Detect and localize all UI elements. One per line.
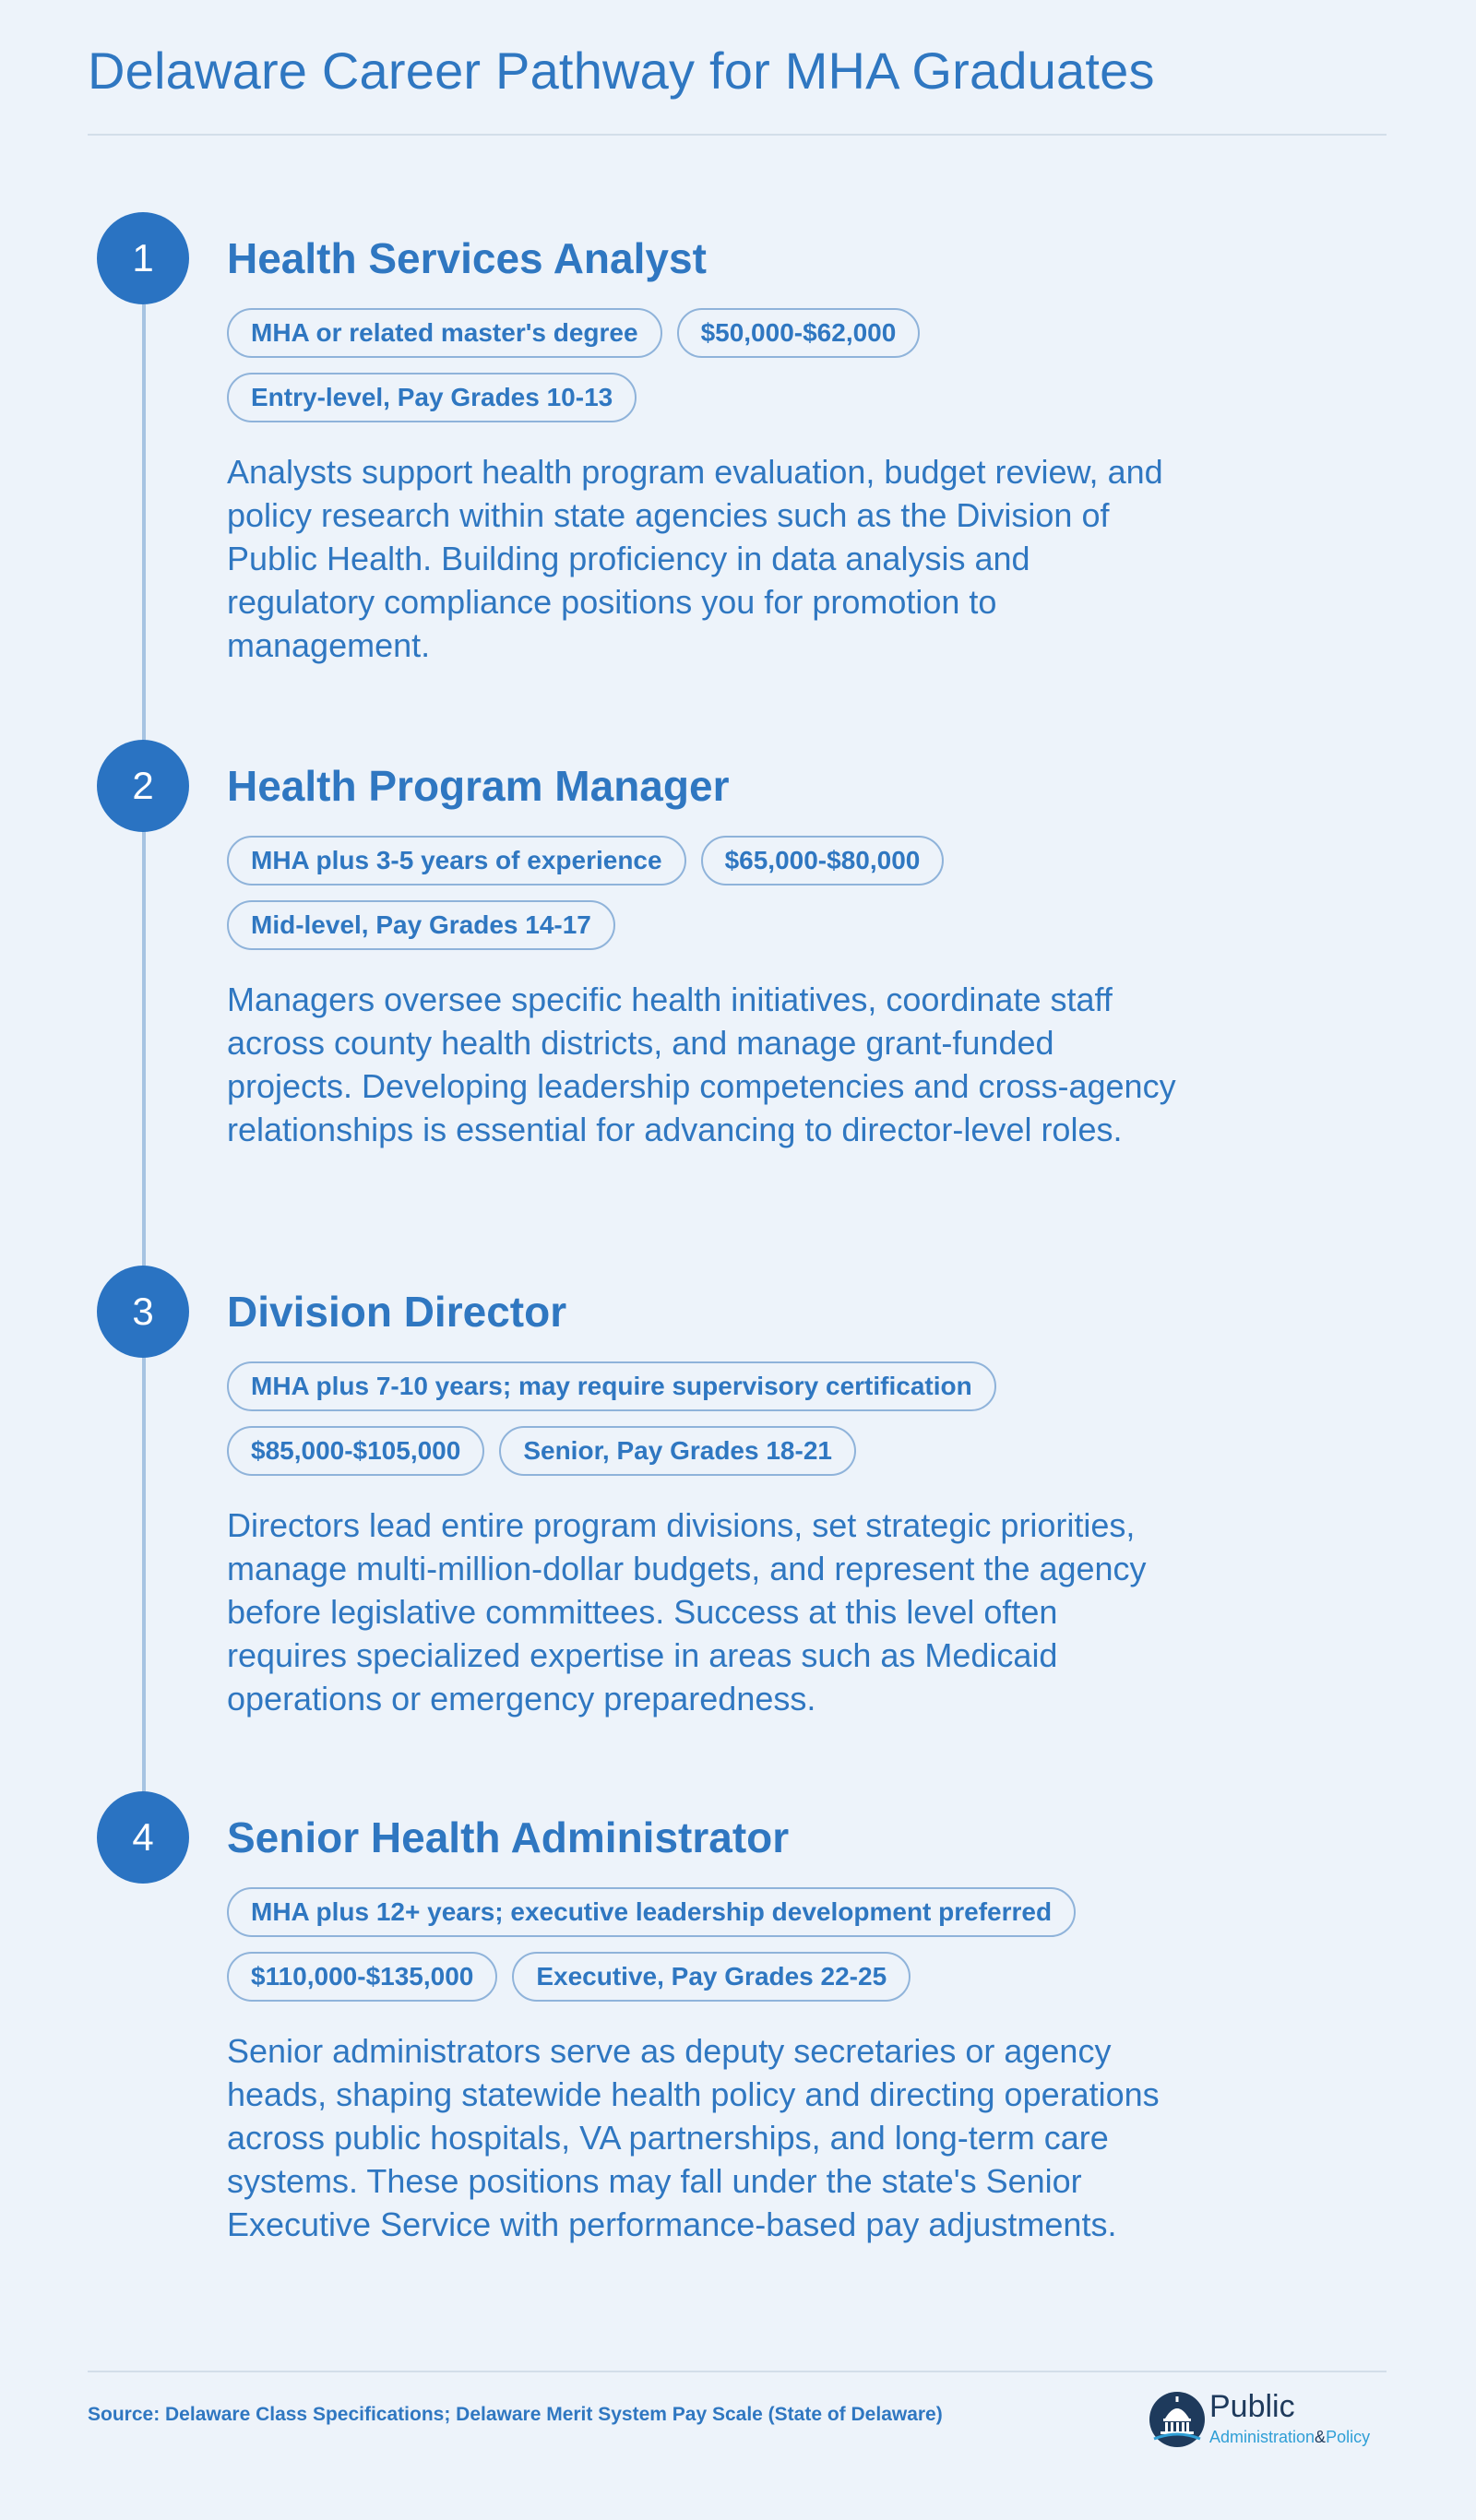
source-note: Source: Delaware Class Specifications; Delaware Merit System Pay Scale (State of Delaware): [88, 2404, 943, 2425]
education-tag: MHA plus 7-10 years; may require supervisory certification: [227, 1361, 996, 1411]
header-divider: [88, 134, 1387, 136]
salary-tag: $65,000-$80,000: [701, 836, 945, 886]
timeline-line: [142, 304, 146, 1799]
education-tag: MHA plus 3-5 years of experience: [227, 836, 686, 886]
level-tag: Entry-level, Pay Grades 10-13: [227, 373, 637, 422]
step-number-badge: 3: [97, 1266, 189, 1358]
step-description: Senior administrators serve as deputy secretaries or agency heads, shaping statewide health policy and directing operations across public hospitals, VA partnerships, and long-term care systems. These positions may fall under the state's Senior Executive Service with performance-based pay adjustments.: [227, 2032, 1160, 2243]
logo-ampersand: &: [1315, 2428, 1327, 2446]
step-description: Directors lead entire program divisions, set strategic priorities, manage multi-million-dollar budgets, and represent the agency before legislative committees. Success at this level often requires specialized expertise in areas such as Medicaid operations or emergency preparedness.: [227, 1506, 1147, 1718]
step-title: Division Director: [227, 1288, 567, 1336]
step-title: Senior Health Administrator: [227, 1813, 790, 1861]
salary-tag: $50,000-$62,000: [677, 308, 921, 358]
step-tags: [227, 836, 1186, 950]
step-number-badge: 2: [97, 740, 189, 832]
logo-wordmark-subtitle: [1209, 2428, 1370, 2447]
salary-tag: $110,000-$135,000: [227, 1952, 497, 2002]
publisher-logo: [1149, 2389, 1388, 2454]
step-description: Managers oversee specific health initiatives, coordinate staff across county health districts, and manage grant-funded projects. Developing leadership competencies and cross-agency relationships is essential for advancing to director-level roles.: [227, 981, 1176, 1148]
salary-tag: $85,000-$105,000: [227, 1426, 484, 1476]
step-number-badge: 4: [97, 1791, 189, 1884]
step-tags: [227, 1887, 1186, 2002]
level-tag: Senior, Pay Grades 18-21: [499, 1426, 856, 1476]
logo-policy: Policy: [1326, 2428, 1371, 2446]
logo-administration: Administration: [1209, 2428, 1315, 2446]
step-tags: [227, 1361, 1186, 1476]
step-description: Analysts support health program evaluation, budget review, and policy research within state agencies such as the Division of Public Health. Building proficiency in data analysis and regulatory compliance positions you for promotion to management.: [227, 453, 1163, 664]
step-title: Health Program Manager: [227, 762, 730, 810]
page-title: Delaware Career Pathway for MHA Graduates: [88, 42, 1155, 100]
step-title: Health Services Analyst: [227, 234, 707, 282]
capitol-dome-icon: [1149, 2389, 1206, 2450]
step-tags: [227, 308, 1186, 422]
education-tag: MHA plus 12+ years; executive leadership development preferred: [227, 1887, 1076, 1937]
level-tag: Executive, Pay Grades 22-25: [512, 1952, 911, 2002]
footer-divider: [88, 2371, 1387, 2372]
education-tag: MHA or related master's degree: [227, 308, 662, 358]
logo-wordmark-public: Public: [1209, 2389, 1295, 2424]
step-number-badge: 1: [97, 212, 189, 304]
level-tag: Mid-level, Pay Grades 14-17: [227, 900, 615, 950]
